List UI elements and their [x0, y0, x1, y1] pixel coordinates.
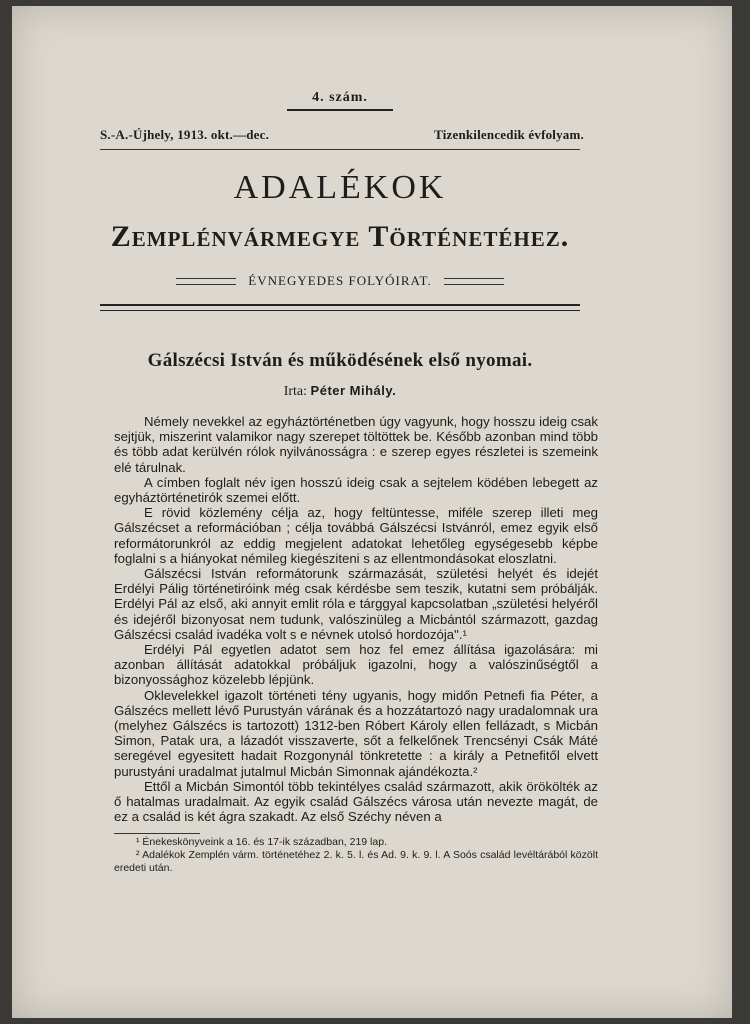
article-title: Gálszécsi István és működésének első nyomai. [147, 350, 533, 371]
issue-number: 4. szám. [312, 90, 368, 105]
journal-page [12, 6, 732, 1018]
journal-title-line2: Zemplénvármegye Történetéhez. [110, 220, 570, 253]
ornament-rule-right [444, 278, 504, 285]
ornament-rule-left [176, 278, 236, 285]
footnote-rule [114, 833, 200, 834]
paragraph: Némely nevekkel az egyháztörténetben úgy vagyunk, hogy hosszu ideig csak sejtjük, miszerint valamikor nagy szerepet töltöttek be. Később azonban mind több és több adat kerülvén rólok nyilvánosságra : e szerep egyes részletei is szemeink elé tárulnak. [114, 414, 598, 475]
paragraph: Gálszécsi István reformátorunk származását, születési helyét és idejét Erdélyi Pálig történetiróink még csak kérdésbe sem teszik, kutatni sem próbálják. Erdélyi Pál az első, aki annyit emlit róla e tárggyal kapcsolatban „születési helyéről és idejéről bizonyosat nem tudunk, valószinüleg a Micbántól származott, gazdag Gálszécsi család ivadéka volt s e névnek utolsó hordozója".¹ [114, 566, 598, 642]
footnote: ¹ Énekeskönyveink a 16. és 17-ik században, 219 lap. [136, 836, 387, 848]
footnote: ² Adalékok Zemplén várm. történetéhez 2. k. 5. l. és Ad. 9. k. 9. l. A Soós család levéltárából közölt eredeti után. [114, 849, 598, 874]
paragraph: A címben foglalt név igen hosszú ideig csak a sejtelem ködében lebegett az egyháztörténetirók szemei előtt. [114, 474, 598, 506]
issue-underline [287, 109, 393, 111]
paragraph: Oklevelekkel igazolt történeti tény ugyanis, hogy midőn Petnefi fia Péter, a Gálszécs mellett lévő Purustyán várának és a hozzátartozó nagy uradalomnak ura (melyhez Gálszécs is tartozott) 1312-ben Róbert Károly ellen fellázadt, s Micbán Simon, Patak ura, a lázadót visszaverte, sőt a felkelőnek Trencsényi Csák Máté seregével egyesitett hadait Rozgonynál tönkretette : a király a Petnefitől elvett purustyáni uradalmat jutalmul Micbán Simonnak ajándékozta.² [114, 687, 598, 779]
byline-prefix: Irta: [283, 384, 308, 399]
volume-label: Tizenkilencedik évfolyam. [434, 127, 584, 142]
paragraph: Erdélyi Pál egyetlen adatot sem hoz fel emez állítása igazolására: mi azonban állítását adatokkal próbáljuk igazolni, hogy a valószinűségtől a bizonyossághoz közelebb lépjünk. [114, 642, 598, 688]
paragraph: E rövid közlemény célja az, hogy feltüntesse, miféle szerep illeti meg Gálszécset a reformációban ; célja továbbá Gálszécsi Istvánról, emez egyik első reformátorunkról az eddig megjelent adatokat lehetőleg egységesebb képbe foglalni s a hiányokat némileg kiegésziteni s az ellentmondásokat eloszlatni. [114, 505, 598, 566]
paragraph: Ettől a Micbán Simontól több tekintélyes család származott, akik örökölték az ő hatalmas uradalmait. Az egyik család Gálszécs városa után nevezte magát, de ez a család is két ágra szakadt. Az első Széchy néven a [114, 778, 598, 825]
journal-title: ADALÉKOK [233, 169, 447, 206]
article-body [114, 414, 598, 824]
place-date: S.-A.-Újhely, 1913. okt.—dec. [100, 127, 270, 142]
journal-subtitle: ÉVNEGYEDES FOLYÓIRAT. [248, 273, 432, 288]
author-name: Péter Mihály. [310, 383, 397, 398]
header-double-rule [100, 304, 580, 311]
header-rule [100, 149, 580, 150]
footnotes [114, 836, 598, 875]
byline [100, 383, 580, 400]
subtitle-row [172, 273, 508, 289]
